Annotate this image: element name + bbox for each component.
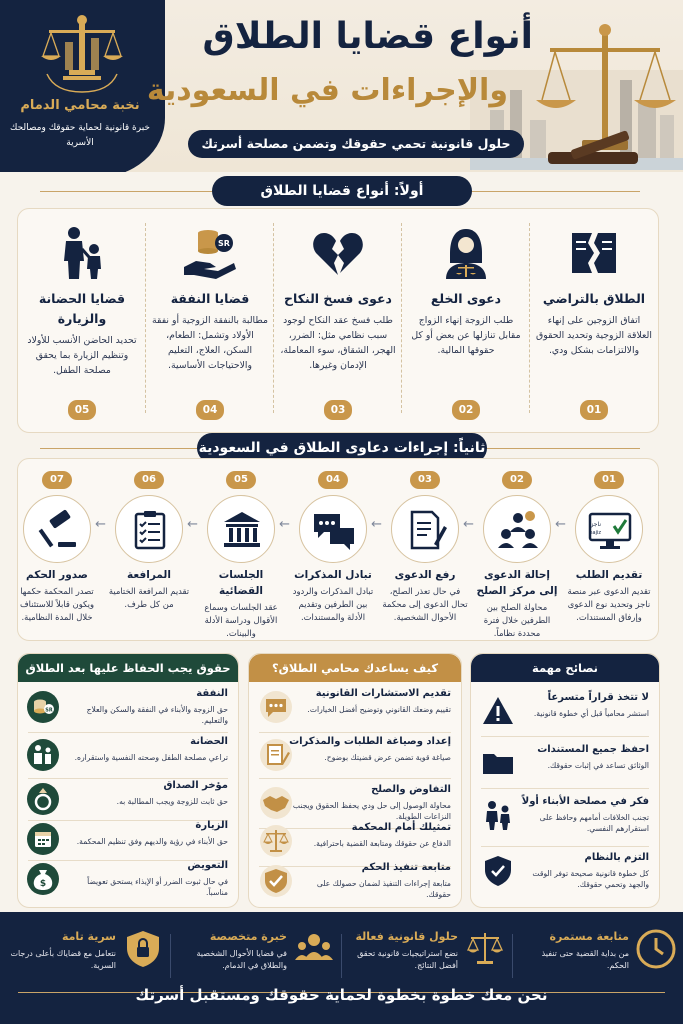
scales-icon [259, 824, 293, 858]
type-card-consensual [530, 209, 658, 434]
tips-panel [470, 653, 660, 908]
calendar-icon [26, 822, 60, 856]
type-card-alimony [146, 209, 274, 434]
help-desc: متابعة إجراءات التنفيذ لضمان حصولك على حقوقك. [316, 879, 451, 899]
svg-text:najiz: najiz [589, 530, 601, 536]
clock-icon [635, 928, 677, 970]
tip-title: لا تتخذ قراراً متسرعاً [547, 692, 649, 703]
step-number: 06 [134, 471, 164, 489]
step-desc: في حال تعذر الصلح، تحال الدعوى إلى محكمة الأحوال الشخصية. [382, 586, 468, 622]
header [0, 0, 683, 172]
type-title: قضايا الحضانة والزيارة [38, 291, 126, 326]
step-desc: تبادل المذكرات والردود بين الطرفين وتقديم الأدلة والمستندات. [292, 586, 374, 622]
type-card-annulment [274, 209, 402, 434]
tips-title: نصائح مهمة [471, 654, 659, 682]
help-desc: محاولة الوصول إلى حل ودي يحفظ الحقوق ويجنب النزاعات الطويلة. [292, 801, 451, 821]
handshake-icon [259, 786, 293, 820]
type-title: دعوى الخلع [430, 291, 502, 306]
step-desc: تصدر المحكمة حكمها ويكون قابلاً للاستئناف خلال المدة النظامية. [19, 586, 95, 622]
tip-desc: استشر محامياً قبل أي خطوة قانونية. [533, 709, 649, 718]
step-icon-circle [23, 495, 91, 563]
right-item [18, 734, 238, 778]
type-desc: تحديد الحاضن الأنسب للأولاد وتنظيم الزيارة بما يحقق مصلحة الطفل. [27, 335, 137, 376]
svg-text:$: $ [39, 879, 47, 889]
brand-panel [0, 0, 165, 172]
family-icon [26, 738, 60, 772]
type-number: 01 [580, 400, 608, 420]
step-arrow-icon: ← [463, 517, 474, 532]
right-desc: تراعي مصلحة الطفل وصحته النفسية واستقراره. [74, 753, 228, 762]
step-desc: تقديم المرافعة الختامية من كل طرف. [108, 586, 190, 609]
feature-follow-up [513, 926, 683, 986]
feature-title: متابعة مستمرة [549, 930, 629, 943]
step-title: تقديم الطلب [575, 569, 643, 581]
coins-icon [26, 690, 60, 724]
divorce-types-panel [17, 208, 659, 433]
speech-bubble-icon [259, 690, 293, 724]
help-item [249, 734, 461, 778]
right-title: النفقة [196, 688, 228, 699]
feature-desc: من بداية القضية حتى تنفيذ الحكم. [541, 949, 629, 970]
tip-title: فكر في مصلحة الأبناء أولاً [521, 796, 649, 807]
step-number: 05 [226, 471, 256, 489]
step-number: 03 [410, 471, 440, 489]
woman-scales-icon [436, 223, 496, 283]
right-desc: حق ثابت للزوجة ويجب المطالبة به. [116, 797, 228, 806]
svg-text:ناجز: ناجز [590, 521, 601, 528]
step-number: 07 [42, 471, 72, 489]
step-icon-circle [391, 495, 459, 563]
step-icon-circle [299, 495, 367, 563]
team-icon [293, 928, 335, 970]
footer-slogan: نحن معك خطوة بخطوة لحماية حقوقك ومستقبل أسرتك [135, 986, 548, 1004]
step-title: رفع الدعوى [394, 569, 456, 581]
najiz-monitor-icon [588, 508, 632, 552]
right-title: الحضانة [190, 736, 228, 747]
lawyer-help-title: كيف يساعدك محامي الطلاق؟ [249, 654, 461, 682]
step-arrow-icon: ← [95, 517, 106, 532]
help-title: تقديم الاستشارات القانونية [315, 688, 451, 699]
step-number: 04 [318, 471, 348, 489]
chat-bubbles-icon [312, 508, 356, 552]
warning-icon [481, 694, 515, 728]
feature-separator [341, 934, 342, 978]
right-item [18, 858, 238, 902]
subtitle-banner: حلول قانونية تحمي حقوقك وتضمن مصلحة أسرتك [188, 130, 524, 158]
help-item [249, 686, 461, 730]
step-number: 02 [502, 471, 532, 489]
step-desc: تقديم الدعوى عبر منصة ناجز وتحديد نوع الدعوى وإرفاق المستندات. [567, 586, 651, 622]
step-icon-circle [483, 495, 551, 563]
type-number: 02 [452, 400, 480, 420]
step-desc: محاولة الصلح بين الطرفين خلال فترة محددة نظاماً. [483, 602, 551, 638]
type-card-khula [402, 209, 530, 434]
step-title: إحالة الدعوى إلى مركز الصلح [476, 569, 558, 597]
help-title: متابعة تنفيذ الحكم [361, 862, 451, 873]
help-desc: الدفاع عن حقوقك ومتابعة القضية باحترافية. [313, 839, 451, 848]
procedures-panel [17, 458, 659, 641]
type-desc: مطالبة بالنفقة الزوجية أو نفقة الأولاد وتشمل: الطعام، السكن، العلاج، التعليم والاحتياجات الأساسية. [152, 315, 268, 371]
tip-item [471, 742, 659, 786]
writing-icon [259, 738, 293, 772]
justice-scale-illustration [530, 20, 680, 170]
section-title-types: أولاً: أنواع قضايا الطلاق [212, 176, 472, 206]
type-card-custody [18, 209, 146, 434]
type-title: دعوى فسخ النكاح [284, 291, 392, 306]
step-title: صدور الحكم [26, 569, 88, 581]
type-title: الطلاق بالتراضي [542, 291, 646, 306]
type-desc: اتفاق الزوجين على إنهاء العلاقة الزوجية وتحديد الحقوق والالتزامات بشكل ودي. [536, 315, 652, 356]
ring-icon [26, 782, 60, 816]
step-title: تبادل المذكرات [294, 569, 372, 581]
brand-logo-icon [35, 12, 130, 97]
row-divider [481, 788, 649, 789]
right-item [18, 818, 238, 862]
feature-separator [512, 934, 513, 978]
svg-text:SR: SR [218, 239, 230, 248]
children-icon [481, 798, 515, 832]
help-title: تمثيلك أمام المحكمة [351, 822, 451, 833]
step-title: الجلسات القضائية [218, 569, 264, 597]
brand-name: نخبة محامي الدمام [20, 98, 140, 113]
tip-title: التزم بالنظام [584, 852, 649, 863]
money-bag-icon [26, 862, 60, 896]
step-title: المرافعة [127, 569, 171, 581]
row-divider [259, 732, 451, 733]
badge-check-icon [259, 864, 293, 898]
right-desc: حق الأبناء في رؤية والديهم وفق تنظيم المحكمة. [76, 837, 228, 846]
page-title-line2: والإجراءات في السعودية [146, 73, 508, 108]
shield-check-icon [481, 854, 515, 888]
page-title: أنواع قضايا الطلاق [202, 16, 533, 57]
lawyer-help-panel [248, 653, 462, 908]
step-desc: عقد الجلسات وسماع الأقوال ودراسة الأدلة والبينات. [204, 602, 278, 638]
parent-child-icon [52, 223, 112, 283]
help-title: إعداد وصياغة الطلبات والمذكرات [289, 736, 451, 747]
right-title: الزيارة [195, 820, 228, 831]
tip-item [471, 794, 659, 838]
step-arrow-icon: ← [371, 517, 382, 532]
feature-desc: في قضايا الأحوال الشخصية والطلاق في الدمام. [196, 949, 287, 970]
rights-panel [17, 653, 239, 908]
right-desc: في حال ثبوت الضرر أو الإيذاء يستحق تعويضاً مناسباً. [87, 877, 228, 897]
step-arrow-icon: ← [187, 517, 198, 532]
feature-title: حلول قانونية فعالة [355, 930, 458, 943]
document-pen-icon [404, 508, 448, 552]
feature-title: خبرة متخصصة [209, 930, 287, 943]
right-title: مؤخر الصداق [163, 780, 228, 791]
row-divider [481, 846, 649, 847]
tip-desc: تجنب الخلافات أمامهم وحافظ على استقرارهم النفسي. [539, 813, 649, 833]
tip-desc: الوثائق تساعد في إثبات حقوقك. [547, 761, 649, 770]
svg-text:SR: SR [45, 707, 53, 714]
help-desc: تقييم وضعك القانوني وتوضيح أفضل الخيارات. [307, 705, 451, 714]
type-number: 05 [68, 400, 96, 420]
torn-document-icon [564, 223, 624, 283]
step-arrow-icon: ← [555, 517, 566, 532]
scales-icon [464, 928, 506, 970]
step-arrow-icon: ← [279, 517, 290, 532]
right-item [18, 778, 238, 822]
brand-tagline: خبرة قانونية لحماية حقوقك ومصالحك الأسرية [10, 123, 150, 148]
tip-desc: كل خطوة قانونية صحيحة توفر الوقت والجهد وتحمي حقوقك. [532, 869, 649, 889]
type-number: 04 [196, 400, 224, 420]
step-icon-circle [207, 495, 275, 563]
right-item [18, 686, 238, 730]
feature-desc: نتعامل مع قضاياك بأعلى درجات السرية. [10, 949, 116, 970]
lock-shield-icon [122, 928, 164, 970]
feature-separator [170, 934, 171, 978]
type-title: قضايا النفقة [170, 291, 250, 306]
type-desc: طلب فسخ عقد النكاح لوجود سبب نظامي مثل: الضرر، الهجر، الشقاق، سوء المعاملة، الإدمان وغيرها. [280, 315, 396, 371]
type-desc: طلب الزوجة إنهاء الزواج مقابل تنازلها عن بعض أو كل حقوقها المالية. [411, 315, 521, 356]
section-title-procedures: ثانياً: إجراءات دعاوى الطلاق في السعودية [197, 433, 487, 463]
tip-title: احفظ جميع المستندات [537, 744, 649, 755]
feature-desc: نضع استراتيجيات قانونية تحقق أفضل النتائج. [357, 949, 458, 970]
help-item [249, 860, 461, 904]
folder-icon [481, 746, 515, 780]
step-icon-circle [115, 495, 183, 563]
help-item [249, 820, 461, 864]
feature-title: سرية تامة [61, 930, 116, 943]
broken-heart-icon [308, 223, 368, 283]
courthouse-icon [220, 508, 264, 552]
type-number: 03 [324, 400, 352, 420]
help-title: التفاوض والصلح [371, 784, 451, 795]
gavel-icon [36, 508, 80, 552]
row-divider [259, 778, 451, 779]
money-hand-icon [180, 223, 240, 283]
row-divider [481, 736, 649, 737]
right-title: التعويض [187, 860, 228, 871]
reconciliation-icon [496, 508, 540, 552]
help-desc: صياغة قوية تضمن عرض قضيتك بوضوح. [324, 753, 451, 762]
feature-confidentiality [0, 926, 170, 986]
checklist-icon [128, 508, 172, 552]
footer [0, 912, 683, 1024]
row-divider [28, 732, 228, 733]
tip-item [471, 850, 659, 894]
feature-expertise [171, 926, 341, 986]
step-icon-circle [575, 495, 643, 563]
right-desc: حق الزوجة والأبناء في النفقة والسكن والعلاج والتعليم. [86, 705, 228, 725]
tip-item [471, 690, 659, 734]
step-number: 01 [594, 471, 624, 489]
rights-title: حقوق يجب الحفاظ عليها بعد الطلاق [18, 654, 238, 682]
feature-solutions [342, 926, 512, 986]
